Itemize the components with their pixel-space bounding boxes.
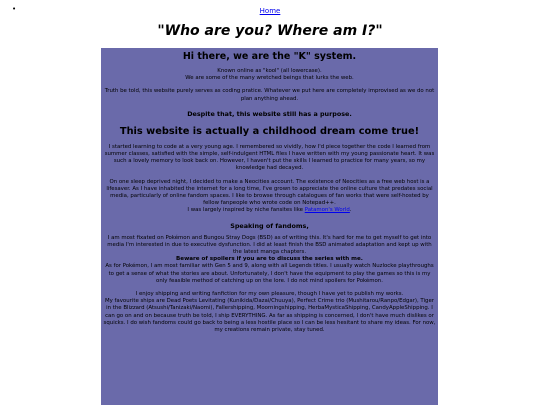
- intro-line-2: We are some of the many wretched beings that lurks the web.: [185, 75, 354, 82]
- fandoms-heading: Speaking of fandoms,: [230, 221, 309, 230]
- content-panel: [101, 48, 438, 405]
- inspired-prefix: I was largely inspired by niche fansites like: [187, 207, 305, 214]
- intro-heading: Hi there, we are the "K" system.: [182, 51, 357, 62]
- inspired-paragraph: [101, 207, 438, 214]
- patamons-world-link[interactable]: Patamon's World: [304, 207, 350, 214]
- intro-line-1: Known online as "kool" (all lowercase).: [217, 68, 322, 74]
- purpose-heading: Despite that, this website still has a purpose.: [187, 109, 352, 118]
- coding-practice-paragraph: Truth be told, this website purely serves as coding pratice. Whatever we put here are completely improvised as we do not plan anything ahead.: [104, 88, 435, 102]
- neocities-paragraph: On one sleep deprived night, I decided to make a Neocities account. The existence of Neocities as a free web host is a lifesaver. As I have inhabited the internet for a long time, I've grown to appreciate the online culture that predates social media, particularly of online fandom spaces. I like to browse through catalogues of fan works that were self-hosted by fellow fanpeople who wrote code on Notepad++.: [106, 178, 433, 207]
- spoiler-warning: Beware of spoilers if you are to discuss the series with me.: [176, 256, 363, 263]
- fixation-paragraph: I am most fixated on Pokémon and Bungou Stray Dogs (BSD) as of writing this. It's hard for me to get myself to get into media I'm interested in due to executive dysfunction. I did at least finish the BSD animated adaptation and kept up with the latest manga chapters.: [107, 234, 432, 256]
- list-bullet: •: [12, 5, 17, 13]
- inspired-suffix: .: [349, 207, 352, 214]
- pokemon-paragraph: As for Pokémon, I am most familiar with Gen 5 and 9, along with all Legends titles. I usually watch Nuzlocke playthroughs to get a sense of what the stories are about. Unfortunately, I don't have the equipment to play the games so this is my only feasible method of catching up on the lore. I do not mind spoilers for Pokémon.: [105, 263, 434, 284]
- page-title: "Who are you? Where am I?": [157, 23, 383, 39]
- intro-paragraph: [101, 68, 438, 82]
- top-nav: [0, 4, 540, 18]
- ships-paragraph: My favourite ships are Dead Poets Levitating (Kunikida/Dazai/Chuuya), Perfect Crime trio (Mushitarou/Ranpo/Edgar), Tiger in the Blizzard (Atsushi/Tanizaki/Naomi), Fallershipping, Moorningshipping, HerbaMysticaShipping, CandyAppleShipping. I can go on and on because truth be told, I ship EVERYTHING. As far as shipping is concerned, I don't have much dislikes or squicks. I do wish fandoms could go back to being a less hostile place so I can be less hesitant to share my ideas. For now, my creations remain private, stay tuned.: [103, 298, 436, 334]
- shipping-paragraph: I enjoy shipping and writing fanfiction for my own pleasure, though I have yet to publish my works.: [135, 291, 404, 298]
- learning-paragraph: I started learning to code at a very young age. I remembered so vividly, how I'd piece together the code I learned from summer classes, satisfied with the simple, self-indulgent HTML files I have written with my young passionate heart. It was such a lovely memory to look back on. However, I haven't put the skills I learned to practice for many years, so my knowledge had decayed.: [104, 143, 435, 172]
- home-link[interactable]: Home: [259, 7, 281, 15]
- dream-heading: This website is actually a childhood dream come true!: [119, 125, 420, 137]
